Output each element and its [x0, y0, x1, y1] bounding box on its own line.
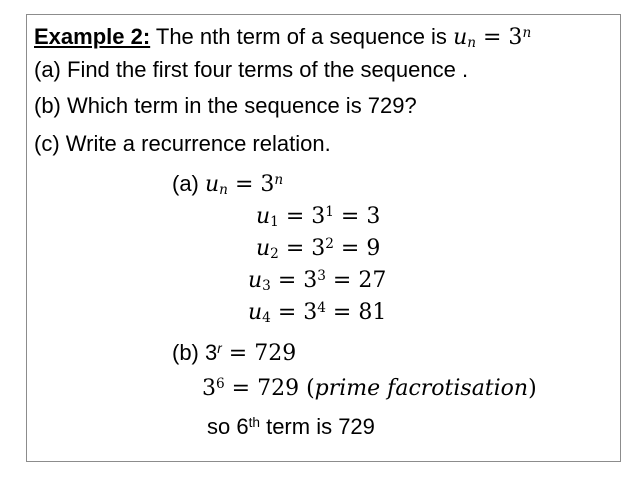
question-a: (a) Find the first four terms of the sequence . [34, 57, 469, 82]
solution-a-label: (a) [172, 171, 205, 196]
term-1-line: $u_1 = 3^1 = 3$ [256, 203, 381, 231]
solution-b-label: (b) 3 [172, 340, 218, 365]
term-3-line: $u_3 = 3^3 = 27$ [248, 267, 387, 295]
solution-b-exponent: r [217, 340, 222, 356]
question-b: (b) Which term in the sequence is 729? [34, 93, 417, 118]
term-4-line: $u_4 = 3^4 = 81$ [248, 299, 387, 327]
term-2-line: $u_2 = 3^2 = 9$ [256, 235, 381, 263]
intro-formula: $u_n = 3^n$ [453, 24, 532, 52]
example-intro-text: The nth term of a sequence is [150, 24, 454, 49]
example-heading: Example 2: [34, 24, 151, 49]
solution-b-equation [172, 340, 296, 367]
question-c: (c) Write a recurrence relation. [34, 131, 331, 156]
solution-a-general [172, 171, 283, 198]
example-title-line [34, 24, 531, 51]
solution-b-equals: = 729 [221, 341, 297, 366]
prime-factorisation-note: prime facrotisation [314, 376, 529, 401]
general-term-formula: $u_n = 3^n$ [205, 171, 284, 199]
solution-b-conclusion: so 6th term is 729 [207, 414, 375, 439]
solution-b-step: $3^6 = 729$ (prime facrotisation) [202, 375, 537, 401]
